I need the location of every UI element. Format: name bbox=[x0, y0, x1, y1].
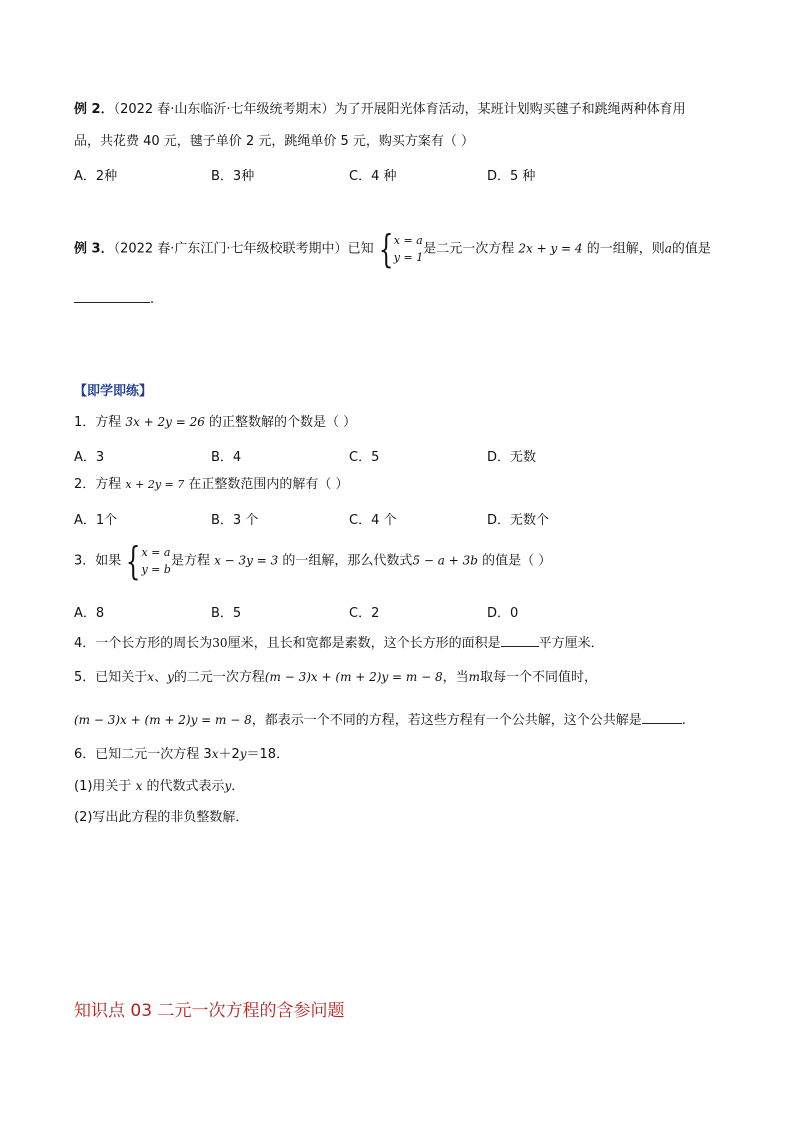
question-3-text-a: 是方程 bbox=[170, 553, 210, 569]
question-3-system-row-2: y = b bbox=[141, 563, 171, 576]
example-2-option-a: A．2种 bbox=[74, 169, 118, 184]
question-2-option-a: A．1个 bbox=[74, 513, 118, 528]
question-5-line-2 bbox=[74, 711, 686, 729]
example-2-source: （2022 春·山东临沂·七年级统考期末） bbox=[113, 102, 335, 117]
example-2-text: 为了开展阳光体育活动，某班计划购买毽子和跳绳两种体育用 bbox=[334, 102, 686, 117]
question-5-text-d: 取每一个不同值时， bbox=[480, 670, 598, 685]
example-3-line-1 bbox=[74, 227, 711, 271]
question-4-value: 30 bbox=[212, 636, 228, 650]
question-3-option-c: C．2 bbox=[349, 606, 380, 621]
example-3-answer-line bbox=[74, 290, 154, 308]
question-3-option-d: D．0 bbox=[487, 606, 519, 621]
example-2-option-d: D．5 种 bbox=[487, 169, 536, 184]
question-1-option-d: D．无数 bbox=[487, 450, 537, 465]
question-3-text-c: 的值是（ ） bbox=[482, 553, 552, 569]
question-6-sub-2: (2)写出此方程的非负整数解． bbox=[74, 810, 249, 825]
example-2-label: 例 2． bbox=[74, 102, 114, 117]
question-3-option-b: B．5 bbox=[211, 606, 242, 621]
question-1 bbox=[74, 415, 356, 431]
question-2-text: 在正整数范围内的解有（ ） bbox=[188, 477, 349, 492]
example-2-line-1 bbox=[74, 102, 686, 118]
question-3-system: {x = a y = b bbox=[126, 539, 171, 583]
question-3 bbox=[74, 539, 552, 583]
question-6-text-a: 6．已知二元一次方程 3 bbox=[74, 747, 212, 762]
question-1-text: 的正整数解的个数是（ ） bbox=[209, 415, 357, 430]
example-3-text-c: 的一组解，则 bbox=[586, 241, 665, 257]
section-title: 知识点 03 二元一次方程的含参问题 bbox=[74, 1001, 345, 1021]
question-2-num: 2．方程 bbox=[74, 477, 122, 492]
example-3-system: {x = a y = 1 bbox=[378, 227, 424, 271]
question-5-y: y bbox=[167, 670, 174, 684]
question-6-sub-1-y: y bbox=[224, 779, 232, 793]
question-2-option-b: B．3 个 bbox=[211, 513, 259, 528]
question-4-text-b: 厘米，且长和宽都是素数，这个长方形的面积是 bbox=[227, 636, 501, 651]
question-5-text-a: 5．已知关于 bbox=[74, 670, 148, 685]
question-6-y: y bbox=[239, 747, 247, 761]
question-6-x: x bbox=[211, 747, 219, 761]
question-3-num: 3．如果 bbox=[74, 553, 122, 569]
example-3-text-d: 的值是 bbox=[671, 241, 711, 257]
question-4-text-a: 4．一个长方形的周长为 bbox=[74, 636, 213, 651]
example-3-source: （2022 春·广东江门·七年级校联考期中） bbox=[113, 241, 348, 257]
question-5-text-c: ，当 bbox=[442, 670, 469, 685]
question-4-text-c: 平方厘米． bbox=[538, 636, 604, 651]
example-3-end: . bbox=[150, 292, 155, 307]
question-5-separator: 、 bbox=[154, 670, 168, 685]
question-5-line-2-text: ，都表示一个不同的方程，若这些方程有一个公共解，这个公共解是 bbox=[251, 713, 642, 728]
question-2-option-d: D．无数个 bbox=[487, 513, 550, 528]
practice-tag: 【即学即练】 bbox=[74, 384, 153, 399]
question-5-end: . bbox=[681, 713, 686, 728]
example-3-text-a: 已知 bbox=[347, 241, 374, 257]
question-1-equation: 3x + 2y = 26 bbox=[125, 415, 205, 429]
example-2-option-b: B．3种 bbox=[211, 169, 255, 184]
question-5-equation: (m − 3)x + (m + 2)y = m − 8 bbox=[264, 670, 443, 684]
question-3-option-a: A．8 bbox=[74, 606, 105, 621]
question-2 bbox=[74, 477, 349, 493]
answer-blank bbox=[501, 634, 539, 647]
example-3-variable: a bbox=[664, 241, 672, 256]
question-3-expression: 5 − a + 3b bbox=[412, 553, 478, 568]
question-6-sub-1 bbox=[74, 779, 244, 795]
question-2-equation: x + 2y = 7 bbox=[125, 478, 185, 491]
example-3-label: 例 3． bbox=[74, 241, 114, 257]
question-3-system-row-1: x = a bbox=[141, 546, 171, 559]
question-5-text-b: 的二元一次方程 bbox=[173, 670, 265, 685]
question-6-sub-1-a: (1)用关于 bbox=[74, 779, 132, 794]
answer-blank bbox=[642, 711, 682, 724]
question-6-sub-1-b: 的代数式表示 bbox=[146, 779, 225, 794]
example-3-system-row-2: y = 1 bbox=[393, 251, 424, 264]
question-1-option-c: C．5 bbox=[349, 450, 380, 465]
example-2-option-c: C．4 种 bbox=[349, 169, 397, 184]
question-1-num: 1．方程 bbox=[74, 415, 122, 430]
example-2-line-2: 品，共花费 40 元，毽子单价 2 元，跳绳单价 5 元，购买方案有（ ） bbox=[74, 134, 475, 149]
question-6-sub-1-c: ． bbox=[231, 779, 245, 794]
question-2-option-c: C．4 个 bbox=[349, 513, 397, 528]
example-3-system-row-1: x = a bbox=[393, 234, 423, 247]
question-6 bbox=[74, 747, 289, 763]
question-6-sub-1-x: x bbox=[135, 779, 143, 793]
question-1-option-a: A．3 bbox=[74, 450, 105, 465]
question-5-line-2-equation: (m − 3)x + (m + 2)y = m − 8 bbox=[74, 713, 252, 727]
question-1-option-b: B．4 bbox=[211, 450, 242, 465]
question-3-equation: x − 3y = 3 bbox=[214, 553, 279, 568]
answer-blank bbox=[74, 290, 150, 303]
example-3-equation: 2x + y = 4 bbox=[518, 241, 583, 256]
question-3-text-b: 的一组解，那么代数式 bbox=[282, 553, 413, 569]
question-6-text-b: ＋2 bbox=[218, 747, 240, 762]
question-6-text-c: ＝18． bbox=[246, 747, 290, 762]
question-5-x: x bbox=[147, 670, 155, 684]
example-3-text-b: 是二元一次方程 bbox=[423, 241, 515, 257]
question-5-line-1 bbox=[74, 670, 597, 686]
question-4 bbox=[74, 634, 604, 652]
question-5-m: m bbox=[468, 670, 481, 684]
